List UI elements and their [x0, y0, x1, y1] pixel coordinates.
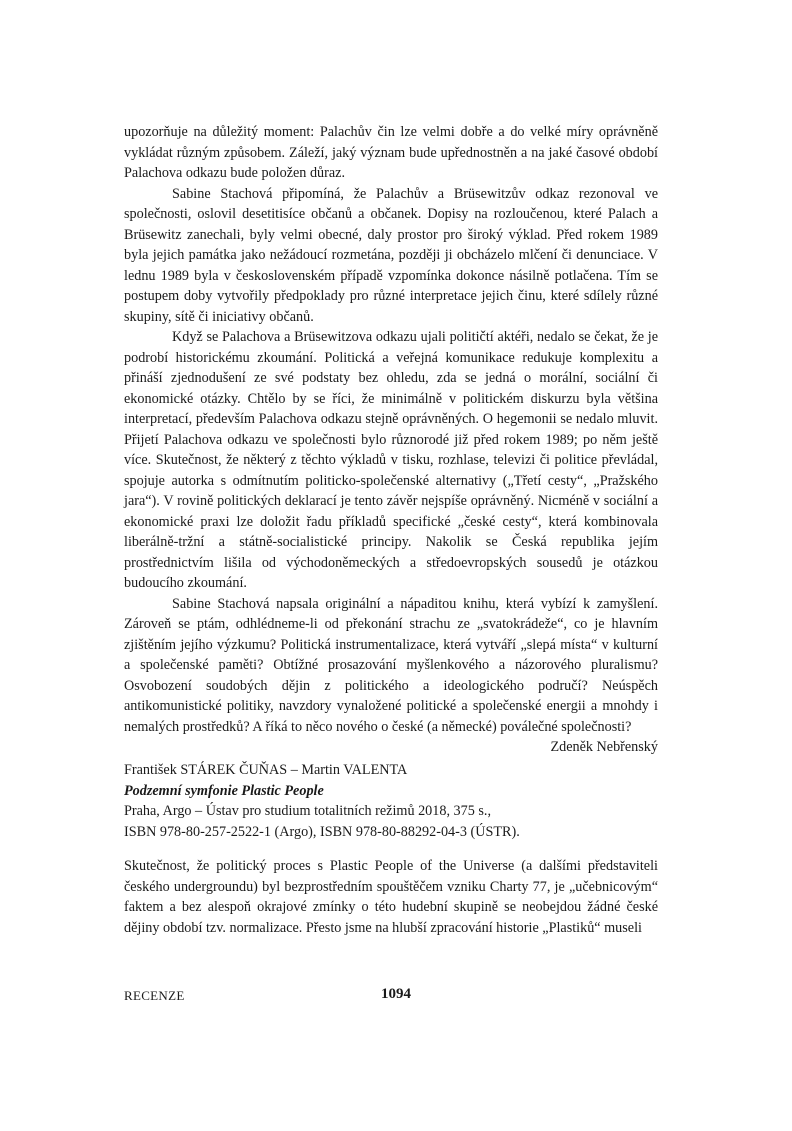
book-authors: František STÁREK ČUŇAS – Martin VALENTA — [124, 762, 408, 778]
review-opening — [124, 856, 658, 938]
book-isbn: ISBN 978-80-257-2522-1 (Argo), ISBN 978-80-88292-04-3 (ÚSTR). — [124, 823, 520, 840]
review-body — [124, 122, 658, 758]
section-label: RECENZE — [124, 988, 185, 1003]
book-title: Podzemní symfonie Plastic People — [124, 782, 324, 799]
paragraph: Sabine Stachová připomíná, že Palachův a Brüsewitzův odkaz rezonoval ve společnosti, oslovil desetitisíce občanů a občanek. Dopisy na rozloučenou, které Palach a Brüsewitz zanechali, byly velmi obecné, daly prostor pro široký výklad. Před rokem 1989 byla jejich památka jako nežádoucí rozmetána, později ji obcházelo mlčení či denunciace. V lednu 1989 byla v československém případě vzpomínka dokonce násilně potlačena. Tím se postupem doby vytvořily předpoklady pro různé interpretace jejich činu, které sdílely různé skupiny, sítě či iniciativy občanů. — [124, 185, 658, 325]
paragraph: Když se Palachova a Brüsewitzova odkazu ujali političtí aktéři, nedalo se čekat, že je podrobí historickému zkoumání. Politická a veřejná komunikace redukuje komplexitu a přináší zjednodušení ze své podstaty bez ohledu, zda se jedná o morální, sociální či ekonomické otázky. Chtělo by se říci, že minimálně v politickém diskurzu byla většina interpretací, především Palachova odkazu stejně oprávněných. O hegemonii se nedalo mluvit. Přijetí Palachova odkazu ve společnosti bylo různorodé již před rokem 1989; po něm ještě více. Skutečnost, že některý z těchto výkladů v tisku, rozhlase, televizi či politice převládal, spojuje autorka s odmítnutím politicko-společenské alternativy („Třetí cesty“, „Pražského jara“). V rovině politických deklarací je tento závěr nejspíše oprávněný. Nicméně v sociální a ekonomické praxi lze doložit řadu příkladů specifické „české cesty“, která kombinovala liberálně-tržní a státně-socialistické principy. Nakolik se Česká republika jejím prostřednictvím lišila od východoněmeckých a středoevropských sousedů je otázkou budoucího zkoumání. — [124, 329, 658, 591]
paragraph: upozorňuje na důležitý moment: Palachův čin lze velmi dobře a do velké míry oprávněně vykládat různým způsobem. Záleží, jaký význam bude upřednostněn a na jaké časové období Palachova odkazu bude položen důraz. — [124, 124, 658, 181]
reviewer-signature: Zdeněk Nebřenský — [550, 739, 658, 755]
book-publisher: Praha, Argo – Ústav pro studium totalitních režimů 2018, 375 s., — [124, 803, 491, 819]
paragraph: Sabine Stachová napsala originální a nápaditou knihu, která vybízí k zamyšlení. Zároveň se ptám, odhlédneme-li od překonání strachu ze „svatokrádeže“, co je hlavním zjištěním jejího výzkumu? Politická instrumentalizace, která vytváří „slepá místa“ v kulturní a společenské paměti? Obtížné prosazování myšlenkového a názorového pluralismu? Osvobození soudobých dějin z politického a ideologického područí? Neúspěch antikomunistické politiky, navzdory vynaložené politické a společenské energii a mnohdy i nemalých prostředků? A říká to něco nového o české (a německé) poválečné společnosti? — [124, 595, 658, 735]
paragraph: Skutečnost, že politický proces s Plastic People of the Universe (a dalšími představiteli českého undergroundu) byl bezprostředním spouštěčem vzniku Charty 77, je „učebnicovým“ faktem a bez alespoň okrajové zmínky o této hudební skupině se neobejdou žádné české dějiny období tzv. normalizace. Přesto jsme na hlubší zpracování historie „Plastiků“ museli — [124, 858, 658, 936]
bibliographic-entry — [124, 760, 658, 842]
page-number: 1094 — [381, 986, 411, 1002]
